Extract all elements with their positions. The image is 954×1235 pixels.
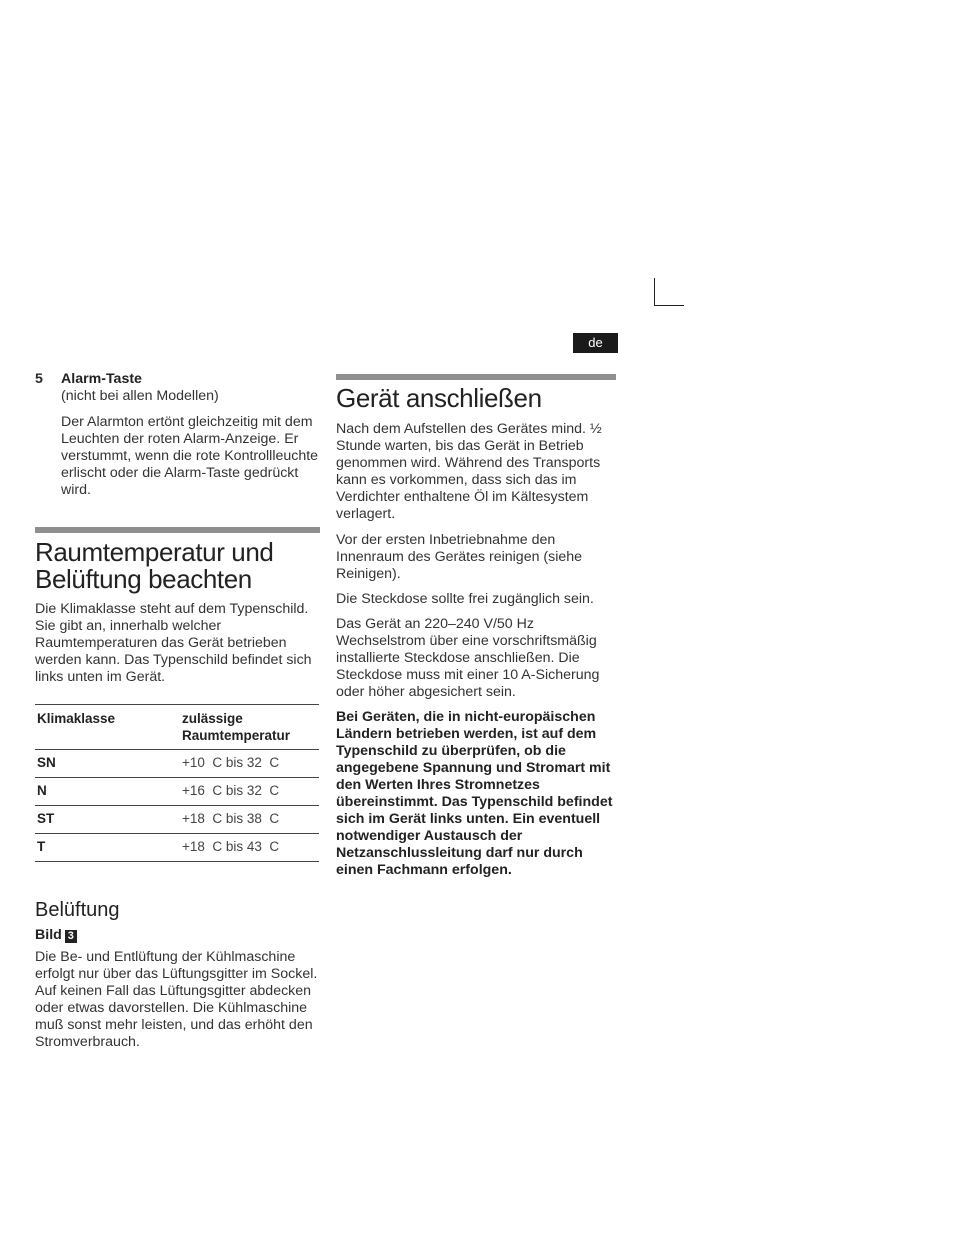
header-temperature-line1: zulässige <box>182 711 243 726</box>
table-cell-class: SN <box>37 755 56 770</box>
table-cell-range: +18 C bis 38 C <box>182 811 280 826</box>
figure-label: Bild <box>35 927 62 943</box>
alarm-button-item <box>61 371 321 499</box>
item-title: Alarm-Taste <box>61 371 142 387</box>
ventilation-heading: Belüftung <box>35 899 120 921</box>
section-rule-connect <box>336 374 616 380</box>
table-cell-range: +16 C bis 32 C <box>182 783 280 798</box>
table-row <box>35 750 319 778</box>
climate-class-table <box>35 704 319 862</box>
connect-paragraph-2: Vor der ersten Inbetriebnahme den Innenraum des Gerätes reinigen (siehe Reinigen). <box>336 532 583 582</box>
item-description: Der Alarmton ertönt gleichzeitig mit dem Leuchten der roten Alarm-Anzeige. Er verstummt, wenn die rote Kontrollleuchte erlischt oder die Alarm-Taste gedrückt wird. <box>61 414 319 498</box>
connect-paragraph-1: Nach dem Aufstellen des Gerätes mind. ½ Stunde warten, bis das Gerät in Betrieb genommen wird. Während des Transports kann es vorkommen, dass sich das im Verdichter enthaltene Öl im Kältesystem verlagert. <box>336 421 602 522</box>
table-row <box>35 806 319 834</box>
language-badge: de <box>573 333 618 353</box>
connect-paragraph-3: Die Steckdose sollte frei zugänglich sein. <box>336 591 594 607</box>
header-temperature-line2: Raumtemperatur <box>182 728 291 743</box>
figure-reference <box>35 927 320 944</box>
header-klimaklasse: Klimaklasse <box>37 711 116 726</box>
connect-heading: Gerät anschließen <box>336 383 542 413</box>
crop-mark-vertical <box>654 278 655 306</box>
climate-intro: Die Klimaklasse steht auf dem Typenschild. Sie gibt an, innerhalb welcher Raumtemperaturen das Gerät betrieben werden kann. Das Typenschild befindet sich links unten im Gerät. <box>35 601 312 685</box>
table-cell-class: T <box>37 839 46 854</box>
item-number: 5 <box>35 371 43 387</box>
header-temperature <box>182 710 290 744</box>
table-cell-range: +10 C bis 32 C <box>182 755 280 770</box>
table-cell-class: ST <box>37 811 55 826</box>
ventilation-text: Die Be- und Entlüftung der Kühlmaschine erfolgt nur über das Lüftungsgitter im Sockel. Auf keinen Fall das Lüftungsgitter abdecken oder etwas davorstellen. Die Kühlmaschine muß sonst mehr leisten, und das erhöht den Stromverbrauch. <box>35 949 318 1050</box>
heading-line-1: Raumtemperatur und <box>35 537 274 567</box>
section-rule-climate <box>35 527 320 533</box>
table-header-row <box>35 704 319 750</box>
table-row <box>35 778 319 806</box>
crop-mark-horizontal <box>654 305 684 306</box>
connect-warning: Bei Geräten, die in nicht-europäischen Ländern betrieben werden, ist auf dem Typenschild zu überprüfen, ob die angegebene Spannung und Stromart mit den Werten Ihres Stromnetzes übereinstimmt. Das Typenschild befindet sich im Gerät links unten. Ein eventuell notwendiger Austausch der Netzanschlussleitung darf nur durch einen Fachmann erfolgen. <box>336 709 613 878</box>
connect-paragraph-4: Das Gerät an 220–240 V/50 Hz Wechselstrom über eine vorschriftsmäßig installierte Steckdose anschließen. Die Steckdose muss mit einer 10 A-Sicherung oder höher abgesichert sein. <box>336 616 600 700</box>
table-cell-class: N <box>37 783 47 798</box>
table-cell-range: +18 C bis 43 C <box>182 839 280 854</box>
figure-number-badge: 3 <box>65 930 77 943</box>
table-row <box>35 834 319 862</box>
section-heading-climate <box>35 539 320 593</box>
heading-line-2: Belüftung beachten <box>35 564 252 594</box>
item-subtitle: (nicht bei allen Modellen) <box>61 388 219 404</box>
